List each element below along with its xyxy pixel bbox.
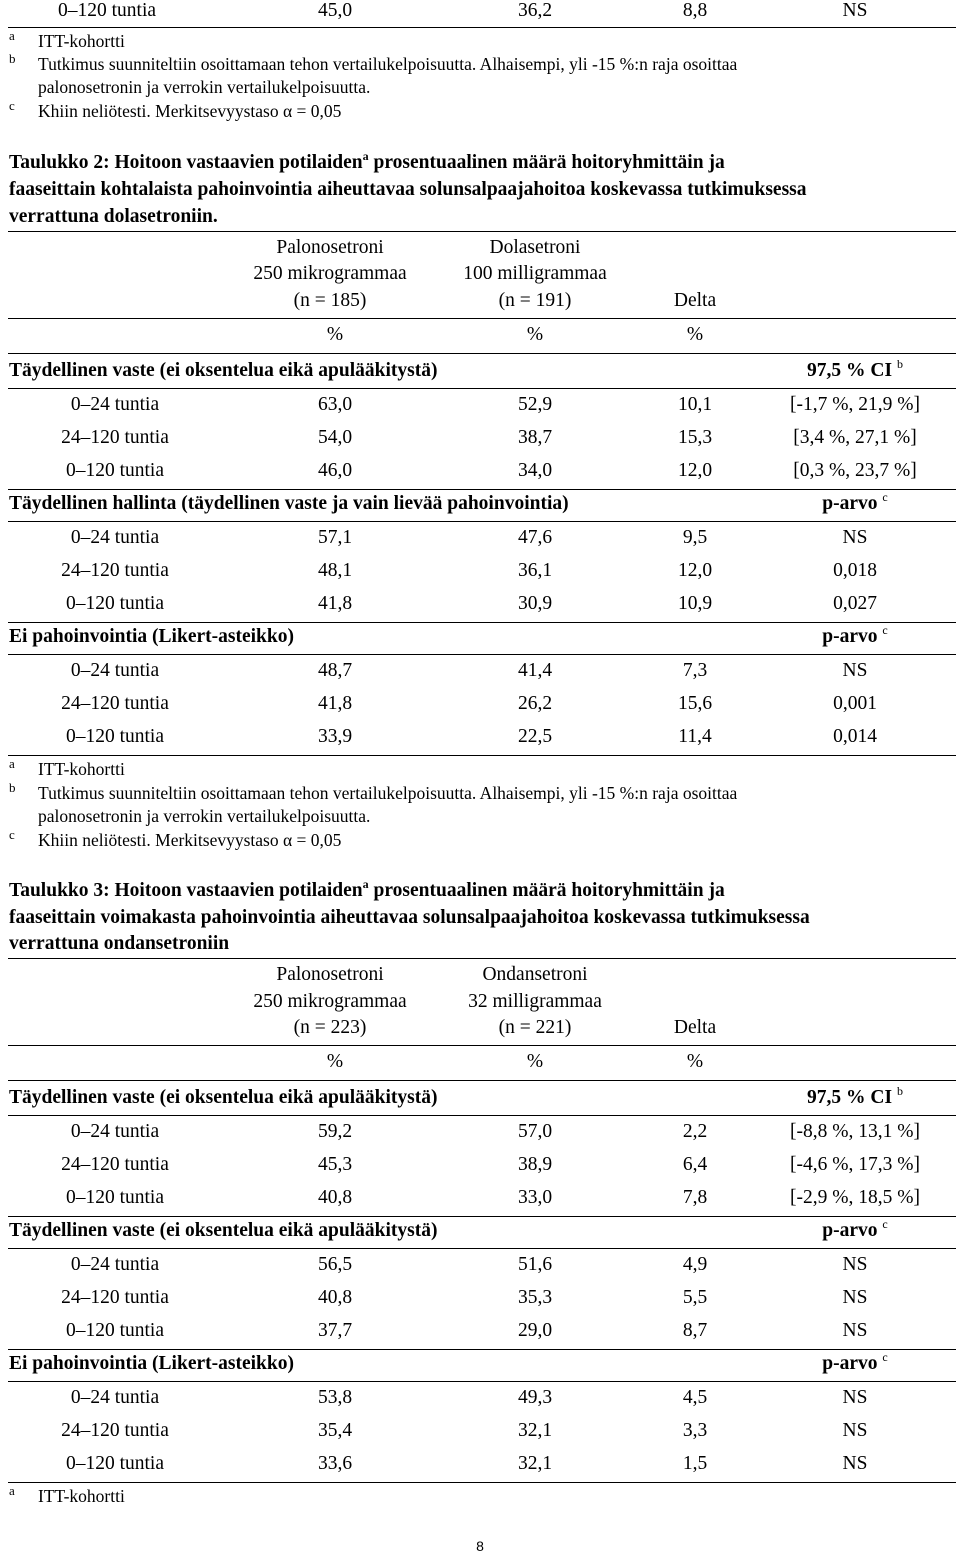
table2-row-label: 0–120 tuntia <box>65 593 165 614</box>
table2-row-comparator: 47,6 <box>517 527 553 548</box>
table3-section-stat-text: p-arvo <box>822 1220 878 1241</box>
top-row-v2: 36,2 <box>517 0 553 21</box>
table2-header-rule <box>8 318 956 319</box>
top-row-label: 0–120 tuntia <box>58 0 157 21</box>
table2-pct-1: % <box>326 324 344 345</box>
table2-pct-3: % <box>686 324 704 345</box>
table3-row-comparator: 51,6 <box>517 1254 553 1275</box>
table2-caption-a: Taulukko 2: Hoitoon vastaavien potilaiden <box>9 152 363 173</box>
table3-section-rule <box>8 1381 956 1382</box>
table3-row-delta: 8,7 <box>682 1320 708 1341</box>
table2-top-rule <box>8 231 956 232</box>
table2-section-stat-label <box>770 357 940 382</box>
table3-section-title: Ei pahoinvointia (Likert-asteikko) <box>9 1353 294 1374</box>
table2-pct-2: % <box>526 324 544 345</box>
table2-row-palonosetron: 33,9 <box>317 726 353 747</box>
table3-section-rule <box>8 1248 956 1249</box>
table2-section-end-rule <box>8 622 956 623</box>
table3-col2-l3: (n = 221) <box>498 1017 572 1038</box>
table3-section-stat-label <box>770 1217 940 1242</box>
table3-row-stat: NS <box>842 1320 868 1341</box>
table3-row-delta: 4,5 <box>682 1387 708 1408</box>
table3-row-stat: NS <box>842 1453 868 1474</box>
table2-row-label: 0–120 tuntia <box>65 460 165 481</box>
table2-row-label: 24–120 tuntia <box>61 427 169 448</box>
table3-row-comparator: 32,1 <box>517 1453 553 1474</box>
table3-section-stat-label <box>770 1084 940 1109</box>
table3-row-stat: NS <box>842 1287 868 1308</box>
t2-footnote-c-mark: c <box>9 827 15 842</box>
table2-row-stat: [0,3 %, 23,7 %] <box>793 460 917 481</box>
table3-row-label: 24–120 tuntia <box>61 1420 169 1441</box>
table3-col1-l1: Palonosetroni <box>276 964 384 985</box>
top-row-rule <box>8 27 956 28</box>
table3-caption-b: prosentuaalinen määrä hoitoryhmittäin ja <box>368 880 725 901</box>
table3-pct-rule <box>8 1080 956 1081</box>
t3-footnote-a-mark: a <box>9 1483 15 1498</box>
table2-row-comparator: 34,0 <box>517 460 553 481</box>
table3-row-palonosetron: 56,5 <box>317 1254 353 1275</box>
footnote-b-text2: palonosetronin ja verrokin vertailukelpoisuutta. <box>38 77 371 97</box>
table2-row-stat: [-1,7 %, 21,9 %] <box>790 394 920 415</box>
table2-row-palonosetron: 41,8 <box>317 593 353 614</box>
table3-row-stat: [-8,8 %, 13,1 %] <box>790 1121 920 1142</box>
t2-footnote-c-text: Khiin neliötesti. Merkitsevyystaso α = 0,05 <box>38 830 342 850</box>
t2-footnote-a-text: ITT-kohortti <box>38 759 125 779</box>
table3-row-label: 0–120 tuntia <box>65 1453 165 1474</box>
table3-row-label: 24–120 tuntia <box>61 1154 169 1175</box>
table2-section-stat-text: 97,5 % CI <box>807 360 893 381</box>
table3-caption-line2: faaseittain voimakasta pahoinvointia aiheuttavaa solunsalpaajahoitoa koskevassa tutkimuksessa <box>9 907 810 928</box>
table2-section-stat-sup: b <box>896 357 903 371</box>
table3-section-stat-sup: b <box>896 1084 903 1098</box>
table3-col2-l1: Ondansetroni <box>482 964 588 985</box>
table2-col1-l3: (n = 185) <box>293 290 367 311</box>
table2-caption-line3: verrattuna dolasetroniin. <box>9 206 218 227</box>
table2-caption-b: prosentuaalinen määrä hoitoryhmittäin ja <box>368 152 725 173</box>
table3-row-delta: 1,5 <box>682 1453 708 1474</box>
table3-section-title: Täydellinen vaste (ei oksentelua eikä apulääkitystä) <box>9 1087 438 1108</box>
table2-row-stat: NS <box>842 527 868 548</box>
table2-row-palonosetron: 48,1 <box>317 560 353 581</box>
table3-row-delta: 5,5 <box>682 1287 708 1308</box>
table3-row-delta: 7,8 <box>682 1187 708 1208</box>
table3-row-palonosetron: 59,2 <box>317 1121 353 1142</box>
table2-row-label: 0–24 tuntia <box>70 660 160 681</box>
table2-col1-l1: Palonosetroni <box>276 237 384 258</box>
footnote-b-text: Tutkimus suunniteltiin osoittamaan tehon vertailukelpoisuutta. Alhaisempi, yli -15 %:n raja osoittaa <box>38 54 738 74</box>
table3-section-stat-text: p-arvo <box>822 1353 878 1374</box>
table3-top-rule <box>8 958 956 959</box>
table2-section-stat-sup: c <box>882 490 888 504</box>
table2-caption-line1 <box>9 149 725 174</box>
table3-row-comparator: 38,9 <box>517 1154 553 1175</box>
table3-row-palonosetron: 45,3 <box>317 1154 353 1175</box>
table2-row-label: 0–24 tuntia <box>70 527 160 548</box>
table2-row-comparator: 26,2 <box>517 693 553 714</box>
table2-delta-header: Delta <box>673 290 717 311</box>
page-number: 8 <box>476 1538 484 1554</box>
footnote-a-mark: a <box>9 28 15 43</box>
footnote-c-mark: c <box>9 98 15 113</box>
table3-pct-1: % <box>326 1051 344 1072</box>
table2-section-stat-text: p-arvo <box>822 626 878 647</box>
table3-caption-line1 <box>9 877 725 902</box>
table2-row-palonosetron: 46,0 <box>317 460 353 481</box>
table2-row-stat: 0,027 <box>833 593 877 614</box>
table2-caption-sup: a <box>362 149 369 163</box>
table2-row-delta: 12,0 <box>677 460 713 481</box>
table3-header-rule <box>8 1045 956 1046</box>
table3-row-palonosetron: 53,8 <box>317 1387 353 1408</box>
table3-row-delta: 3,3 <box>682 1420 708 1441</box>
table2-section-title: Täydellinen hallinta (täydellinen vaste ja vain lievää pahoinvointia) <box>9 493 569 514</box>
table2-section-title: Ei pahoinvointia (Likert-asteikko) <box>9 626 294 647</box>
table2-bottom-rule <box>8 755 956 756</box>
table2-row-palonosetron: 54,0 <box>317 427 353 448</box>
table3-bottom-rule <box>8 1482 956 1483</box>
table3-pct-2: % <box>526 1051 544 1072</box>
table2-section-rule <box>8 388 956 389</box>
top-row-delta: 8,8 <box>682 0 708 21</box>
table2-row-stat: [3,4 %, 27,1 %] <box>793 427 917 448</box>
table3-row-stat: [-2,9 %, 18,5 %] <box>790 1187 920 1208</box>
footnote-b-mark: b <box>9 51 16 66</box>
table3-section-title: Täydellinen vaste (ei oksentelua eikä apulääkitystä) <box>9 1220 438 1241</box>
table3-row-label: 0–24 tuntia <box>70 1387 160 1408</box>
table2-section-stat-label <box>770 490 940 515</box>
table2-row-comparator: 52,9 <box>517 394 553 415</box>
table3-row-label: 0–120 tuntia <box>65 1320 165 1341</box>
table3-section-stat-label <box>770 1350 940 1375</box>
table2-row-palonosetron: 63,0 <box>317 394 353 415</box>
table3-row-stat: NS <box>842 1387 868 1408</box>
table3-row-stat: NS <box>842 1254 868 1275</box>
table3-caption-a: Taulukko 3: Hoitoon vastaavien potilaiden <box>9 880 363 901</box>
table3-row-palonosetron: 37,7 <box>317 1320 353 1341</box>
table3-row-label: 24–120 tuntia <box>61 1287 169 1308</box>
table3-section-end-rule <box>8 1349 956 1350</box>
table3-row-delta: 6,4 <box>682 1154 708 1175</box>
table3-section-stat-sup: c <box>882 1350 888 1364</box>
table3-row-label: 0–120 tuntia <box>65 1187 165 1208</box>
t3-footnote-a-text: ITT-kohortti <box>38 1486 125 1506</box>
table3-delta-header: Delta <box>673 1017 717 1038</box>
table2-row-comparator: 36,1 <box>517 560 553 581</box>
table3-row-comparator: 29,0 <box>517 1320 553 1341</box>
table2-section-stat-text: p-arvo <box>822 493 878 514</box>
table2-section-stat-label <box>770 623 940 648</box>
footnote-c-text: Khiin neliötesti. Merkitsevyystaso α = 0,05 <box>38 101 342 121</box>
table2-section-title: Täydellinen vaste (ei oksentelua eikä apulääkitystä) <box>9 360 438 381</box>
table3-row-label: 0–24 tuntia <box>70 1254 160 1275</box>
table3-row-palonosetron: 40,8 <box>317 1287 353 1308</box>
table2-row-comparator: 41,4 <box>517 660 553 681</box>
table2-caption-line2: faaseittain kohtalaista pahoinvointia aiheuttavaa solunsalpaajahoitoa koskevassa tutkimuksessa <box>9 179 807 200</box>
table2-section-stat-sup: c <box>882 623 888 637</box>
table3-row-palonosetron: 35,4 <box>317 1420 353 1441</box>
table2-row-comparator: 30,9 <box>517 593 553 614</box>
table2-row-delta: 10,9 <box>677 593 713 614</box>
table3-row-comparator: 49,3 <box>517 1387 553 1408</box>
table2-col2-l3: (n = 191) <box>498 290 572 311</box>
table2-row-label: 24–120 tuntia <box>61 560 169 581</box>
table2-row-comparator: 22,5 <box>517 726 553 747</box>
table3-caption-sup: a <box>362 877 369 891</box>
table2-row-comparator: 38,7 <box>517 427 553 448</box>
t2-footnote-b-mark: b <box>9 780 16 795</box>
table3-col1-l3: (n = 223) <box>293 1017 367 1038</box>
table3-row-delta: 2,2 <box>682 1121 708 1142</box>
table2-row-stat: NS <box>842 660 868 681</box>
table3-row-delta: 4,9 <box>682 1254 708 1275</box>
t2-footnote-b-text2: palonosetronin ja verrokin vertailukelpoisuutta. <box>38 806 371 826</box>
table2-row-stat: 0,018 <box>833 560 877 581</box>
table2-section-rule <box>8 654 956 655</box>
table2-row-stat: 0,001 <box>833 693 877 714</box>
table2-row-palonosetron: 48,7 <box>317 660 353 681</box>
table2-row-label: 0–120 tuntia <box>65 726 165 747</box>
top-row-extra: NS <box>842 0 868 21</box>
table3-caption-line3: verrattuna ondansetroniin <box>9 933 230 954</box>
table2-pct-rule <box>8 353 956 354</box>
table2-row-stat: 0,014 <box>833 726 877 747</box>
footnote-a-text: ITT-kohortti <box>38 31 125 51</box>
table2-row-delta: 11,4 <box>678 726 712 747</box>
table3-pct-3: % <box>686 1051 704 1072</box>
table2-row-delta: 15,3 <box>677 427 713 448</box>
table3-section-end-rule <box>8 1216 956 1217</box>
table2-col2-l2: 100 milligrammaa <box>463 263 607 284</box>
table3-row-comparator: 35,3 <box>517 1287 553 1308</box>
table2-row-label: 0–24 tuntia <box>70 394 160 415</box>
table3-row-stat: [-4,6 %, 17,3 %] <box>790 1154 920 1175</box>
table3-col1-l2: 250 mikrogrammaa <box>253 991 407 1012</box>
table2-row-delta: 15,6 <box>677 693 713 714</box>
table2-col2-l1: Dolasetroni <box>489 237 581 258</box>
table2-row-delta: 7,3 <box>682 660 708 681</box>
table2-row-palonosetron: 57,1 <box>317 527 353 548</box>
top-row-v1: 45,0 <box>317 0 353 21</box>
table2-section-rule <box>8 521 956 522</box>
table3-row-comparator: 57,0 <box>517 1121 553 1142</box>
table2-row-delta: 10,1 <box>677 394 713 415</box>
table3-row-comparator: 33,0 <box>517 1187 553 1208</box>
table3-row-comparator: 32,1 <box>517 1420 553 1441</box>
table3-section-stat-sup: c <box>882 1217 888 1231</box>
table3-col2-l2: 32 milligrammaa <box>468 991 602 1012</box>
table3-row-stat: NS <box>842 1420 868 1441</box>
t2-footnote-b-text: Tutkimus suunniteltiin osoittamaan tehon vertailukelpoisuutta. Alhaisempi, yli -15 %:n raja osoittaa <box>38 783 738 803</box>
table2-row-delta: 12,0 <box>677 560 713 581</box>
table3-row-label: 0–24 tuntia <box>70 1121 160 1142</box>
table3-row-palonosetron: 40,8 <box>317 1187 353 1208</box>
table2-row-label: 24–120 tuntia <box>61 693 169 714</box>
table3-section-rule <box>8 1115 956 1116</box>
table2-section-end-rule <box>8 489 956 490</box>
table2-row-delta: 9,5 <box>682 527 708 548</box>
table2-col1-l2: 250 mikrogrammaa <box>253 263 407 284</box>
t2-footnote-a-mark: a <box>9 756 15 771</box>
table3-row-palonosetron: 33,6 <box>317 1453 353 1474</box>
table2-row-palonosetron: 41,8 <box>317 693 353 714</box>
table3-section-stat-text: 97,5 % CI <box>807 1087 893 1108</box>
